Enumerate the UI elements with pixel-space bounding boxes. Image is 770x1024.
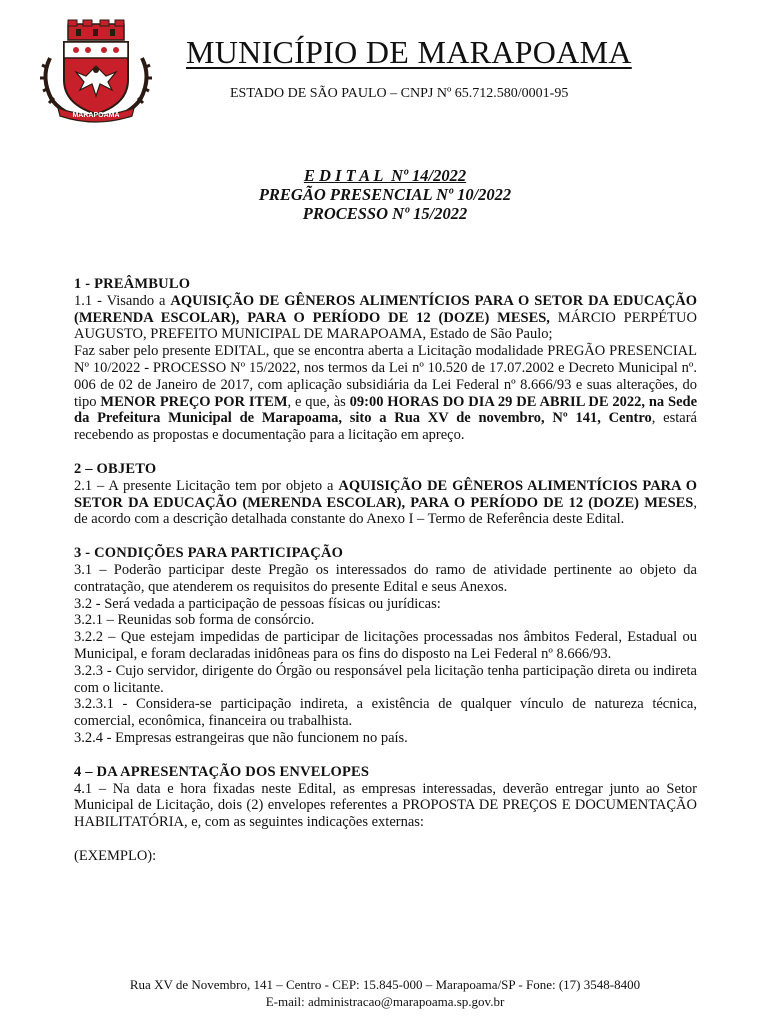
paragraph: 1.1 - Visando a AQUISIÇÃO DE GÊNEROS ALIMENTÍCIOS PARA O SETOR DA EDUCAÇÃO (MERENDA ESCOLAR), PARA O PERÍODO DE 12 (DOZE) MESES, MÁRCIO PERPÉTUO AUGUSTO, PREFEITO MUNICIPAL DE MARAPOAMA, Estado de São Paulo; (74, 292, 697, 343)
edital-number: E D I T A L Nº 14/2022 (303, 166, 467, 185)
section-heading: 3 - CONDIÇÕES PARA PARTICIPAÇÃO (74, 545, 344, 562)
section-heading: 2 – OBJETO (74, 460, 157, 477)
pregao-number: PREGÃO PRESENCIAL Nº 10/2022 (258, 185, 512, 204)
list-item: 3.2.4 - Empresas estrangeiras que não funcionem no país. (74, 729, 408, 746)
svg-text:MARAPOAMA: MARAPOAMA (72, 112, 120, 119)
page-footer (0, 976, 770, 1010)
municipal-crest (36, 18, 156, 123)
municipality-title: MUNICÍPIO DE MARAPOAMA (186, 34, 632, 70)
list-item: 3.2.3.1 - Considera-se participação indireta, a existência de qualquer vínculo de natureza técnica, comercial, econômica, financeira ou trabalhista. (74, 696, 697, 730)
footer-email: E-mail: administracao@marapoama.sp.gov.br (265, 994, 505, 1009)
processo-number: PROCESSO Nº 15/2022 (302, 204, 468, 223)
paragraph: Faz saber pelo presente EDITAL, que se encontra aberta a Licitação modalidade PREGÃO PRESENCIAL Nº 10/2022 - PROCESSO Nº 15/2022, nos termos da Lei nº 10.520 de 17.07.2002 e Decreto Municipal nº. 006 de 02 de Janeiro de 2017, com aplicação subsidiária da Lei Federal nº 8.666/93 e suas alterações, do tipo MENOR PREÇO POR ITEM, e que, às 09:00 HORAS DO DIA 29 DE ABRIL DE 2022, na Sede da Prefeitura Municipal de Marapoama, sito a Rua XV de novembro, Nº 141, Centro, estará recebendo as propostas e documentação para a licitação em apreço. (74, 343, 698, 444)
footer-address: Rua XV de Novembro, 141 – Centro - CEP: 15.845-000 – Marapoama/SP - Fone: (17) 3548-8400 (129, 977, 641, 992)
section-heading: 1 - PREÂMBULO (74, 276, 191, 292)
paragraph: 2.1 – A presente Licitação tem por objeto a AQUISIÇÃO DE GÊNEROS ALIMENTÍCIOS PARA O SETOR DA EDUCAÇÃO (MERENDA ESCOLAR), PARA O PERÍODO DE 12 (DOZE) MESES, de acordo com a descrição detalhada constante do Anexo I – Termo de Referência deste Edital. (74, 477, 697, 528)
section-heading: 4 – DA APRESENTAÇÃO DOS ENVELOPES (74, 763, 370, 780)
document-body (74, 276, 697, 865)
list-item: 3.1 – Poderão participar deste Pregão os interessados do ramo de atividade pertinente ao objeto da contratação, que atenderem os requisitos do presente Edital e seus Anexos. (74, 561, 697, 595)
list-item: 3.2 - Será vedada a participação de pessoas físicas ou jurídicas: (74, 595, 441, 612)
example-label: (EXEMPLO): (74, 847, 157, 864)
list-item: 3.2.3 - Cujo servidor, dirigente do Órgão ou responsável pela licitação tenha participação direta ou indireta com o licitante. (74, 662, 697, 696)
edital-heading (0, 166, 770, 223)
paragraph: 4.1 – Na data e hora fixadas neste Edital, as empresas interessadas, deverão entregar junto ao Setor Municipal de Licitação, dois (2) envelopes referentes a PROPOSTA DE PREÇOS E DOCUMENTAÇÃO HABILITATÓRIA, e, com as seguintes indicações externas: (74, 780, 697, 831)
list-item: 3.2.2 – Que estejam impedidas de participar de licitações processadas nos âmbitos Federal, Estadual ou Municipal, e foram declaradas inidôneas para os fins do disposto na Lei Federal nº 8.666/93. (74, 629, 697, 662)
crown-icon (68, 20, 124, 40)
list-item: 3.2.1 – Reunidas sob forma de consórcio. (74, 612, 315, 629)
state-cnpj-line: ESTADO DE SÃO PAULO – CNPJ Nº 65.712.580/0001-95 (230, 86, 569, 101)
